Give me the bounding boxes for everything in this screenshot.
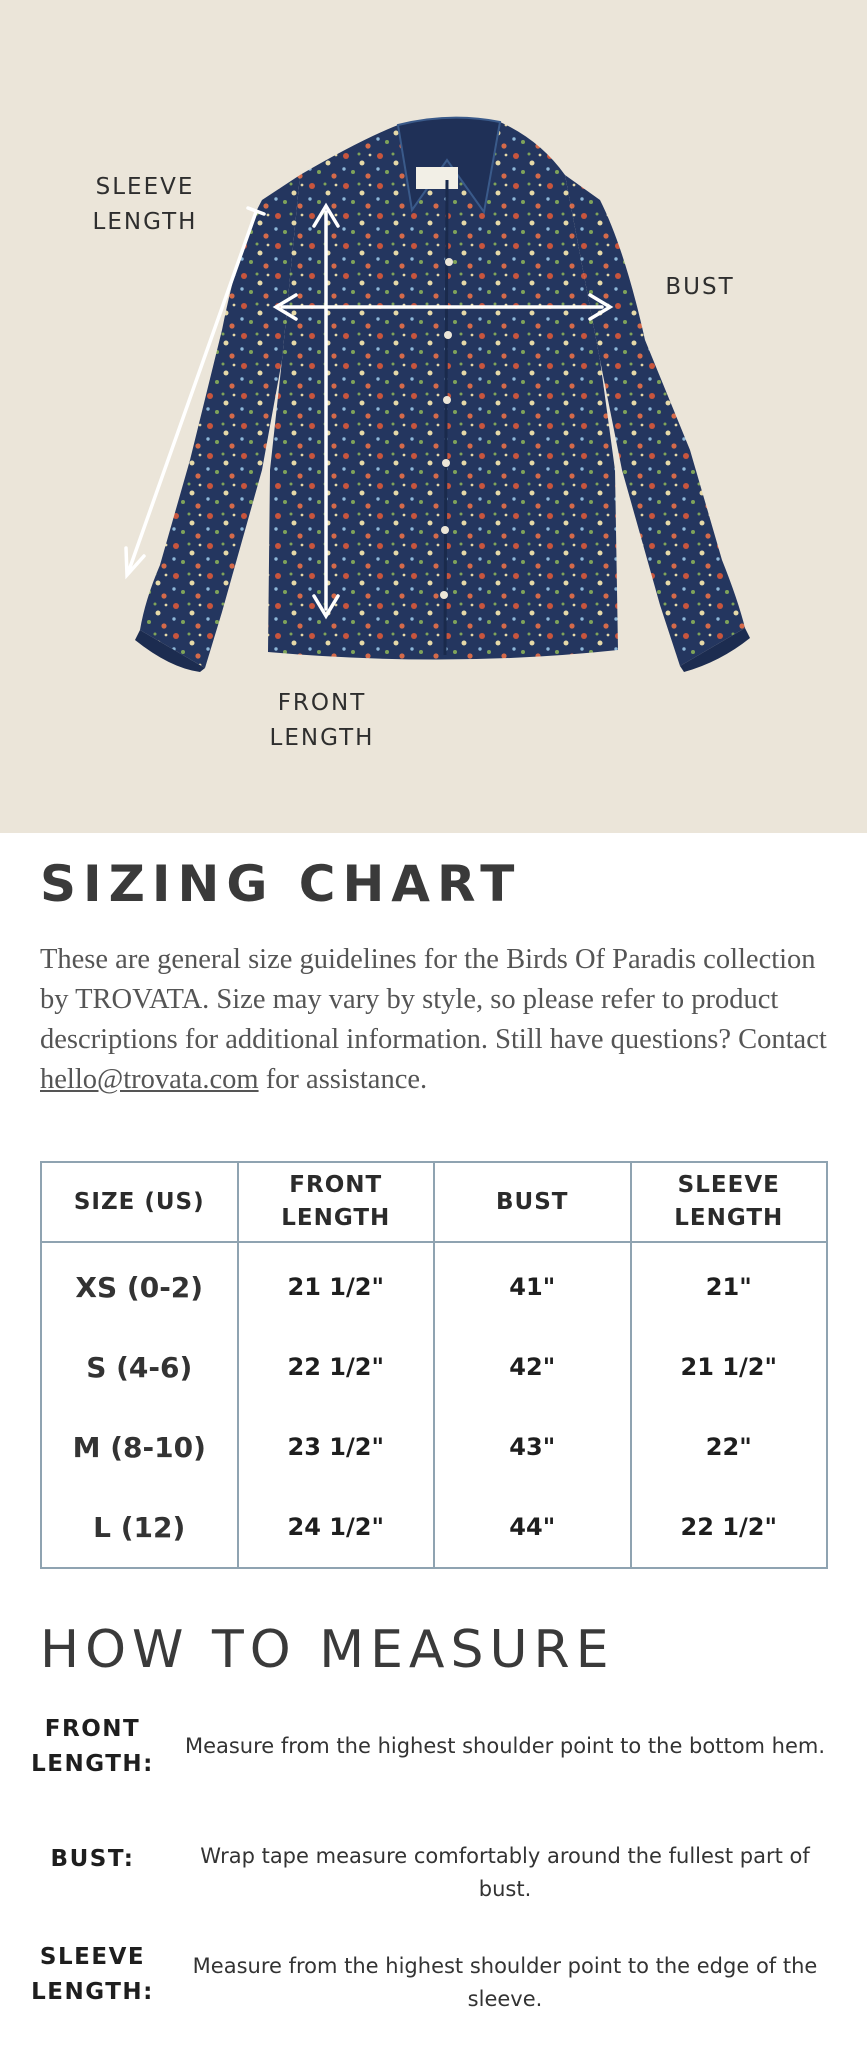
bust-cell: 44" [434, 1487, 631, 1568]
table-row [41, 1407, 827, 1487]
intro-text-end: for assistance. [258, 1064, 428, 1095]
bust-cell: 42" [434, 1327, 631, 1407]
sizing-intro [40, 940, 840, 1100]
shirt-body [268, 122, 618, 660]
front-length-cell: 23 1/2" [238, 1407, 435, 1487]
header-size: SIZE (US) [41, 1162, 238, 1242]
header-bust: BUST [434, 1162, 631, 1242]
measure-label-sleeve-length: SLEEVE LENGTH: [31, 1944, 154, 2005]
how-to-measure-title: HOW TO MEASURE [40, 1620, 615, 1680]
sleeve-length-cell: 21 1/2" [631, 1327, 828, 1407]
measure-desc-bust: Wrap tape measure comfortably around the fullest part of bust. [200, 1844, 810, 1901]
measure-label-bust: BUST: [50, 1846, 135, 1872]
front-length-label: FRONT LENGTH [269, 690, 375, 751]
header-sleeve-length: SLEEVE LENGTH [631, 1162, 828, 1242]
measurement-diagram [0, 0, 867, 833]
size-cell: S (4-6) [41, 1327, 238, 1407]
sleeve-length-cell: 22" [631, 1407, 828, 1487]
email-link[interactable]: hello@trovata.com [40, 1064, 259, 1095]
shirt-illustration [0, 0, 867, 833]
front-length-cell: 22 1/2" [238, 1327, 435, 1407]
table-header-row [41, 1162, 827, 1242]
sizing-chart-title: SIZING CHART [40, 855, 522, 913]
size-cell: L (12) [41, 1487, 238, 1568]
bust-label: BUST [665, 274, 735, 300]
measure-label-front-length: FRONT LENGTH: [31, 1716, 154, 1777]
header-front-length: FRONT LENGTH [238, 1162, 435, 1242]
bust-cell: 41" [434, 1242, 631, 1327]
sleeve-length-label: SLEEVE LENGTH [92, 174, 198, 235]
table-row [41, 1327, 827, 1407]
measure-desc-front-length: Measure from the highest shoulder point to the bottom hem. [184, 1734, 826, 1758]
sleeve-length-cell: 22 1/2" [631, 1487, 828, 1568]
size-cell: XS (0-2) [41, 1242, 238, 1327]
measure-desc-sleeve-length: Measure from the highest shoulder point to the edge of the sleeve. [192, 1954, 818, 2011]
size-table [40, 1161, 828, 1569]
table-row [41, 1487, 827, 1568]
front-length-cell: 24 1/2" [238, 1487, 435, 1568]
intro-text: These are general size guidelines for the Birds Of Paradis collection by TROVATA. Size may vary by style, so please refer to product descriptions for additional information. Still have questions? Contact [40, 944, 827, 1055]
bust-cell: 43" [434, 1407, 631, 1487]
size-cell: M (8-10) [41, 1407, 238, 1487]
table-row [41, 1242, 827, 1327]
sleeve-length-cell: 21" [631, 1242, 828, 1327]
front-length-cell: 21 1/2" [238, 1242, 435, 1327]
